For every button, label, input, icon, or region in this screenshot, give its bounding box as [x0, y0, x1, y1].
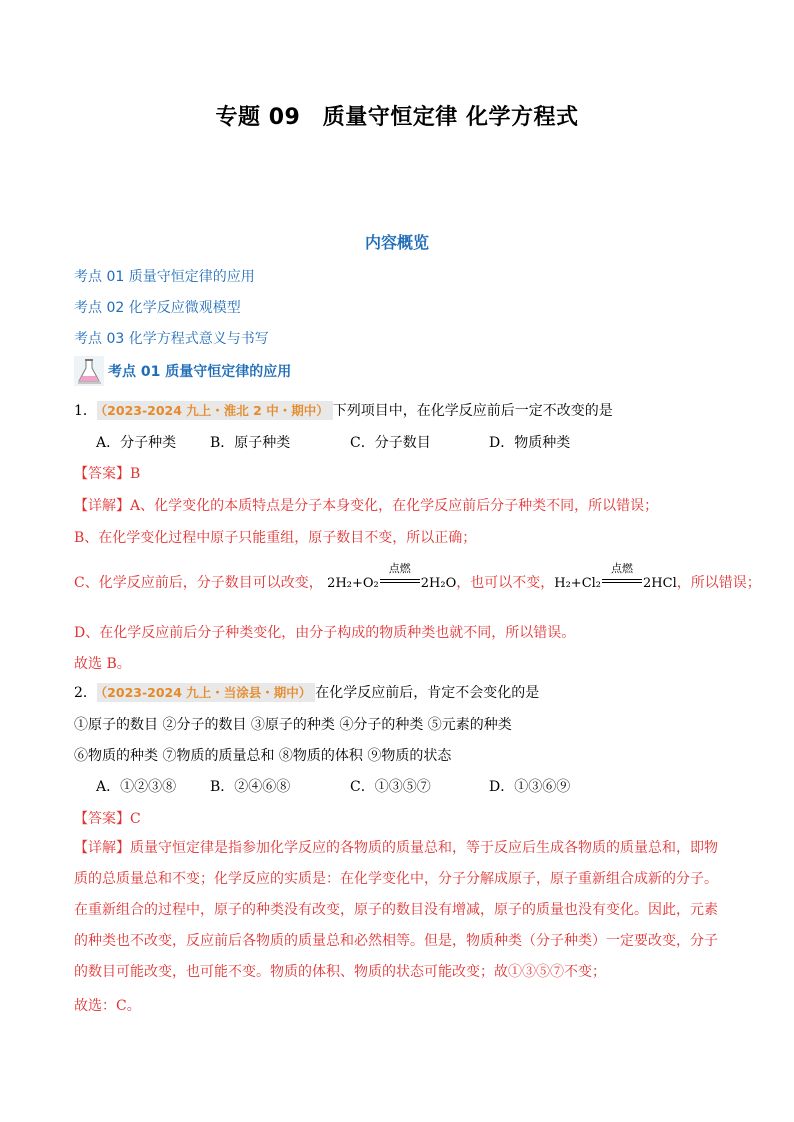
equation-2-right: 2HCl: [643, 576, 677, 591]
page-title: 专题 09 质量守恒定律 化学方程式: [215, 105, 579, 130]
reaction-condition: 点燃: [388, 562, 411, 575]
question-stem: 下列项目中，在化学反应前后一定不改变的是: [332, 403, 613, 419]
reaction-condition: 点燃: [611, 562, 634, 575]
source-tag: （2023-2024 九上・淮北 2 中・期中）: [97, 401, 333, 420]
toc-item-2[interactable]: 考点 02 化学反应微观模型: [74, 300, 241, 316]
question-number: 1．: [74, 403, 97, 419]
explanation-line-d: D、在化学反应前后分子种类变化，由分子构成的物质种类也就不同，所以错误。: [74, 625, 576, 641]
answer-label: 【答案】C: [74, 811, 141, 827]
option-c[interactable]: C．①③⑤⑦: [350, 779, 431, 795]
c-line-mid: ，也可以不变，: [456, 575, 555, 591]
reaction-arrow: [602, 562, 642, 588]
equation-1-left: 2H₂+O₂: [327, 576, 379, 591]
option-c[interactable]: C．分子数目: [350, 435, 431, 451]
c-line-suffix: ，所以错误；: [676, 575, 761, 591]
question-number: 2．: [74, 685, 97, 701]
option-a[interactable]: A．①②③⑧: [96, 779, 177, 795]
detail-text: 【详解】A、化学变化的本质特点是分子本身变化，在化学反应前后分子种类不同，所以错误；: [74, 498, 659, 514]
statement-list-line-2: ⑥物质的种类 ⑦物质的质量总和 ⑧物质的体积 ⑨物质的状态: [74, 748, 452, 764]
equation-2-left: H₂+Cl₂: [554, 576, 602, 591]
option-b[interactable]: B．原子种类: [210, 435, 291, 451]
conclusion-text: 故选：C。: [74, 998, 141, 1014]
option-a[interactable]: A．分子种类: [96, 435, 177, 451]
reaction-arrow: [380, 562, 420, 588]
conclusion-text: 故选 B。: [74, 656, 131, 672]
option-d[interactable]: D．①③⑥⑨: [489, 779, 571, 795]
explanation-line-b: B、在化学变化过程中原子只能重组，原子数目不变，所以正确；: [74, 530, 477, 546]
toc-item-1[interactable]: 考点 01 质量守恒定律的应用: [74, 269, 255, 285]
toc-item-3[interactable]: 考点 03 化学方程式意义与书写: [74, 331, 269, 347]
statement-list-line-1: ①原子的数目 ②分子的数目 ③原子的种类 ④分子的种类 ⑤元素的种类: [74, 717, 512, 733]
equation-1-right: 2H₂O: [420, 576, 457, 591]
detail-text: 【详解】质量守恒定律是指参加化学反应的各物质的质量总和，等于反应后生成各物质的质量总和，即物质的总质量总和不变；化学反应的实质是：在化学变化中，分子分解成原子，原子重新组合成新的分子。在重新组合的过程中，原子的种类没有改变，原子的数目没有增减，原子的质量也没有变化。因此，元素的种类也不改变，反应前后各物质的质量总和必然相等。但是，物质种类（分子种类）一定要改变，分子的数目可能改变，也可能不变。物质的体积、物质的状态可能改变；故①③⑤⑦不变；: [74, 840, 718, 980]
question-2: [74, 682, 539, 702]
section-header: [74, 356, 291, 386]
question-1: [74, 400, 613, 420]
question-stem: 在化学反应前后，肯定不会变化的是: [315, 685, 540, 701]
option-b[interactable]: B．②④⑥⑧: [210, 779, 291, 795]
section-label: 考点 01 质量守恒定律的应用: [108, 364, 292, 380]
source-tag: （2023-2024 九上・当涂县・期中）: [97, 683, 315, 702]
option-d[interactable]: D．物质种类: [489, 435, 571, 451]
flask-icon: [74, 356, 104, 386]
c-line-prefix: C、化学反应前后，分子数目可以改变，: [74, 575, 323, 591]
overview-heading: 内容概览: [364, 233, 429, 252]
answer-label: 【答案】B: [74, 466, 141, 482]
explanation-line-c: [74, 562, 761, 592]
